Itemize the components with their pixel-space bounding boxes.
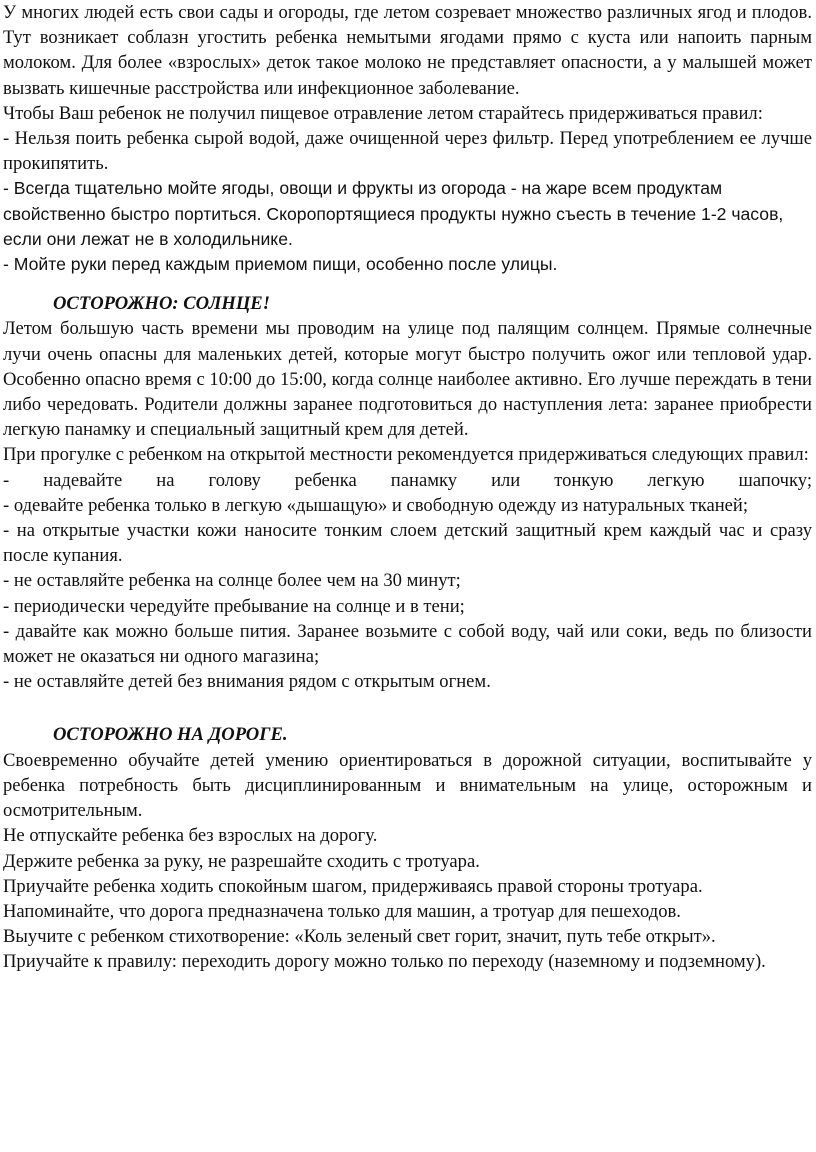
sun-rule-shade: - периодически чередуйте пребывание на солнце и в тени; xyxy=(3,595,465,617)
intro-paragraph-rules-lead: Чтобы Ваш ребенок не получил пищевое отравление летом старайтесь придерживаться правил: xyxy=(3,102,763,124)
sun-rule-clothing: - одевайте ребенка только в легкую «дышащую» и свободную одежду из натуральных тканей; xyxy=(3,494,749,516)
road-rule-poem: Выучите с ребенком стихотворение: «Коль зеленый свет горит, значит, путь тебе открыт». xyxy=(3,926,716,948)
sun-rule-hat: - надевайте на голову ребенка панамку или тонкую легкую шапочку; xyxy=(3,469,812,491)
sun-rule-fire: - не оставляйте детей без внимания рядом с открытым огнем. xyxy=(3,671,491,693)
intro-rule-water: - Нельзя поить ребенка сырой водой, даже очищенной через фильтр. Перед употреблением ее лучше прокипятить. xyxy=(3,128,812,175)
intro-rule-wash-produce: - Всегда тщательно мойте ягоды, овощи и фрукты из огорода - на жаре всем продуктам свойственно быстро портиться. Скоропортящиеся продукты нужно съесть в течение 1-2 часов, если они лежат не в холодильнике. xyxy=(3,178,784,249)
road-section-title: ОСТОРОЖНО НА ДОРОГЕ. xyxy=(53,724,288,746)
spacer xyxy=(3,694,812,722)
sun-paragraph-rules-lead: При прогулке с ребенком на открытой местности рекомендуется придерживаться следующих правил: xyxy=(3,444,809,466)
sun-paragraph-intro: Летом большую часть времени мы проводим на улице под палящим солнцем. Прямые солнечные лучи очень опасны для маленьких детей, которые могут быстро получить ожог или тепловой удар. Особенно опасно время с 10:00 до 15:00, когда солнце наиболее активно. Его лучше переждать в тени либо чередовать. Родители должны заранее подготовиться до наступления лета: заранее приобрести легкую панамку и специальный защитный крем для детей. xyxy=(3,318,812,441)
road-rule-crosswalk: Приучайте к правилу: переходить дорогу можно только по переходу (наземному и подземному). xyxy=(3,951,766,973)
sun-rule-time-limit: - не оставляйте ребенка на солнце более чем на 30 минут; xyxy=(3,570,461,592)
sun-section-title: ОСТОРОЖНО: СОЛНЦЕ! xyxy=(53,293,270,315)
road-rule-road-purpose: Напоминайте, что дорога предназначена только для машин, а тротуар для пешеходов. xyxy=(3,900,681,922)
intro-paragraph-gardens: У многих людей есть свои сады и огороды, где летом созревает множество различных ягод и плодов. Тут возникает соблазн угостить ребенка немытыми ягодами прямо с куста или напоить парным молоком. Для более «взрослых» деток такое молоко не представляет опасности, а у малышей может вызвать кишечные расстройства или инфекционное заболевание. xyxy=(3,2,812,99)
road-rule-hold-hand: Держите ребенка за руку, не разрешайте сходить с тротуара. xyxy=(3,850,480,872)
sun-rule-sunscreen: - на открытые участки кожи наносите тонким слоем детский защитный крем каждый час и сразу после купания. xyxy=(3,520,812,567)
spacer xyxy=(3,277,812,291)
sun-rule-drinks: - давайте как можно больше пития. Заранее возьмите с собой воду, чай или соки, ведь по близости может не оказаться ни одного магазина; xyxy=(3,620,812,668)
intro-rule-wash-hands: - Мойте руки перед каждым приемом пищи, особенно после улицы. xyxy=(3,254,558,275)
road-rule-walk-calmly: Приучайте ребенка ходить спокойным шагом, придерживаясь правой стороны тротуара. xyxy=(3,875,703,897)
road-rule-no-alone: Не отпускайте ребенка без взрослых на дорогу. xyxy=(3,825,378,847)
road-paragraph-intro: Своевременно обучайте детей умению ориентироваться в дорожной ситуации, воспитывайте у ребенка потребность быть дисциплинированным и внимательным на улице, осторожным и осмотрительным. xyxy=(3,749,812,822)
